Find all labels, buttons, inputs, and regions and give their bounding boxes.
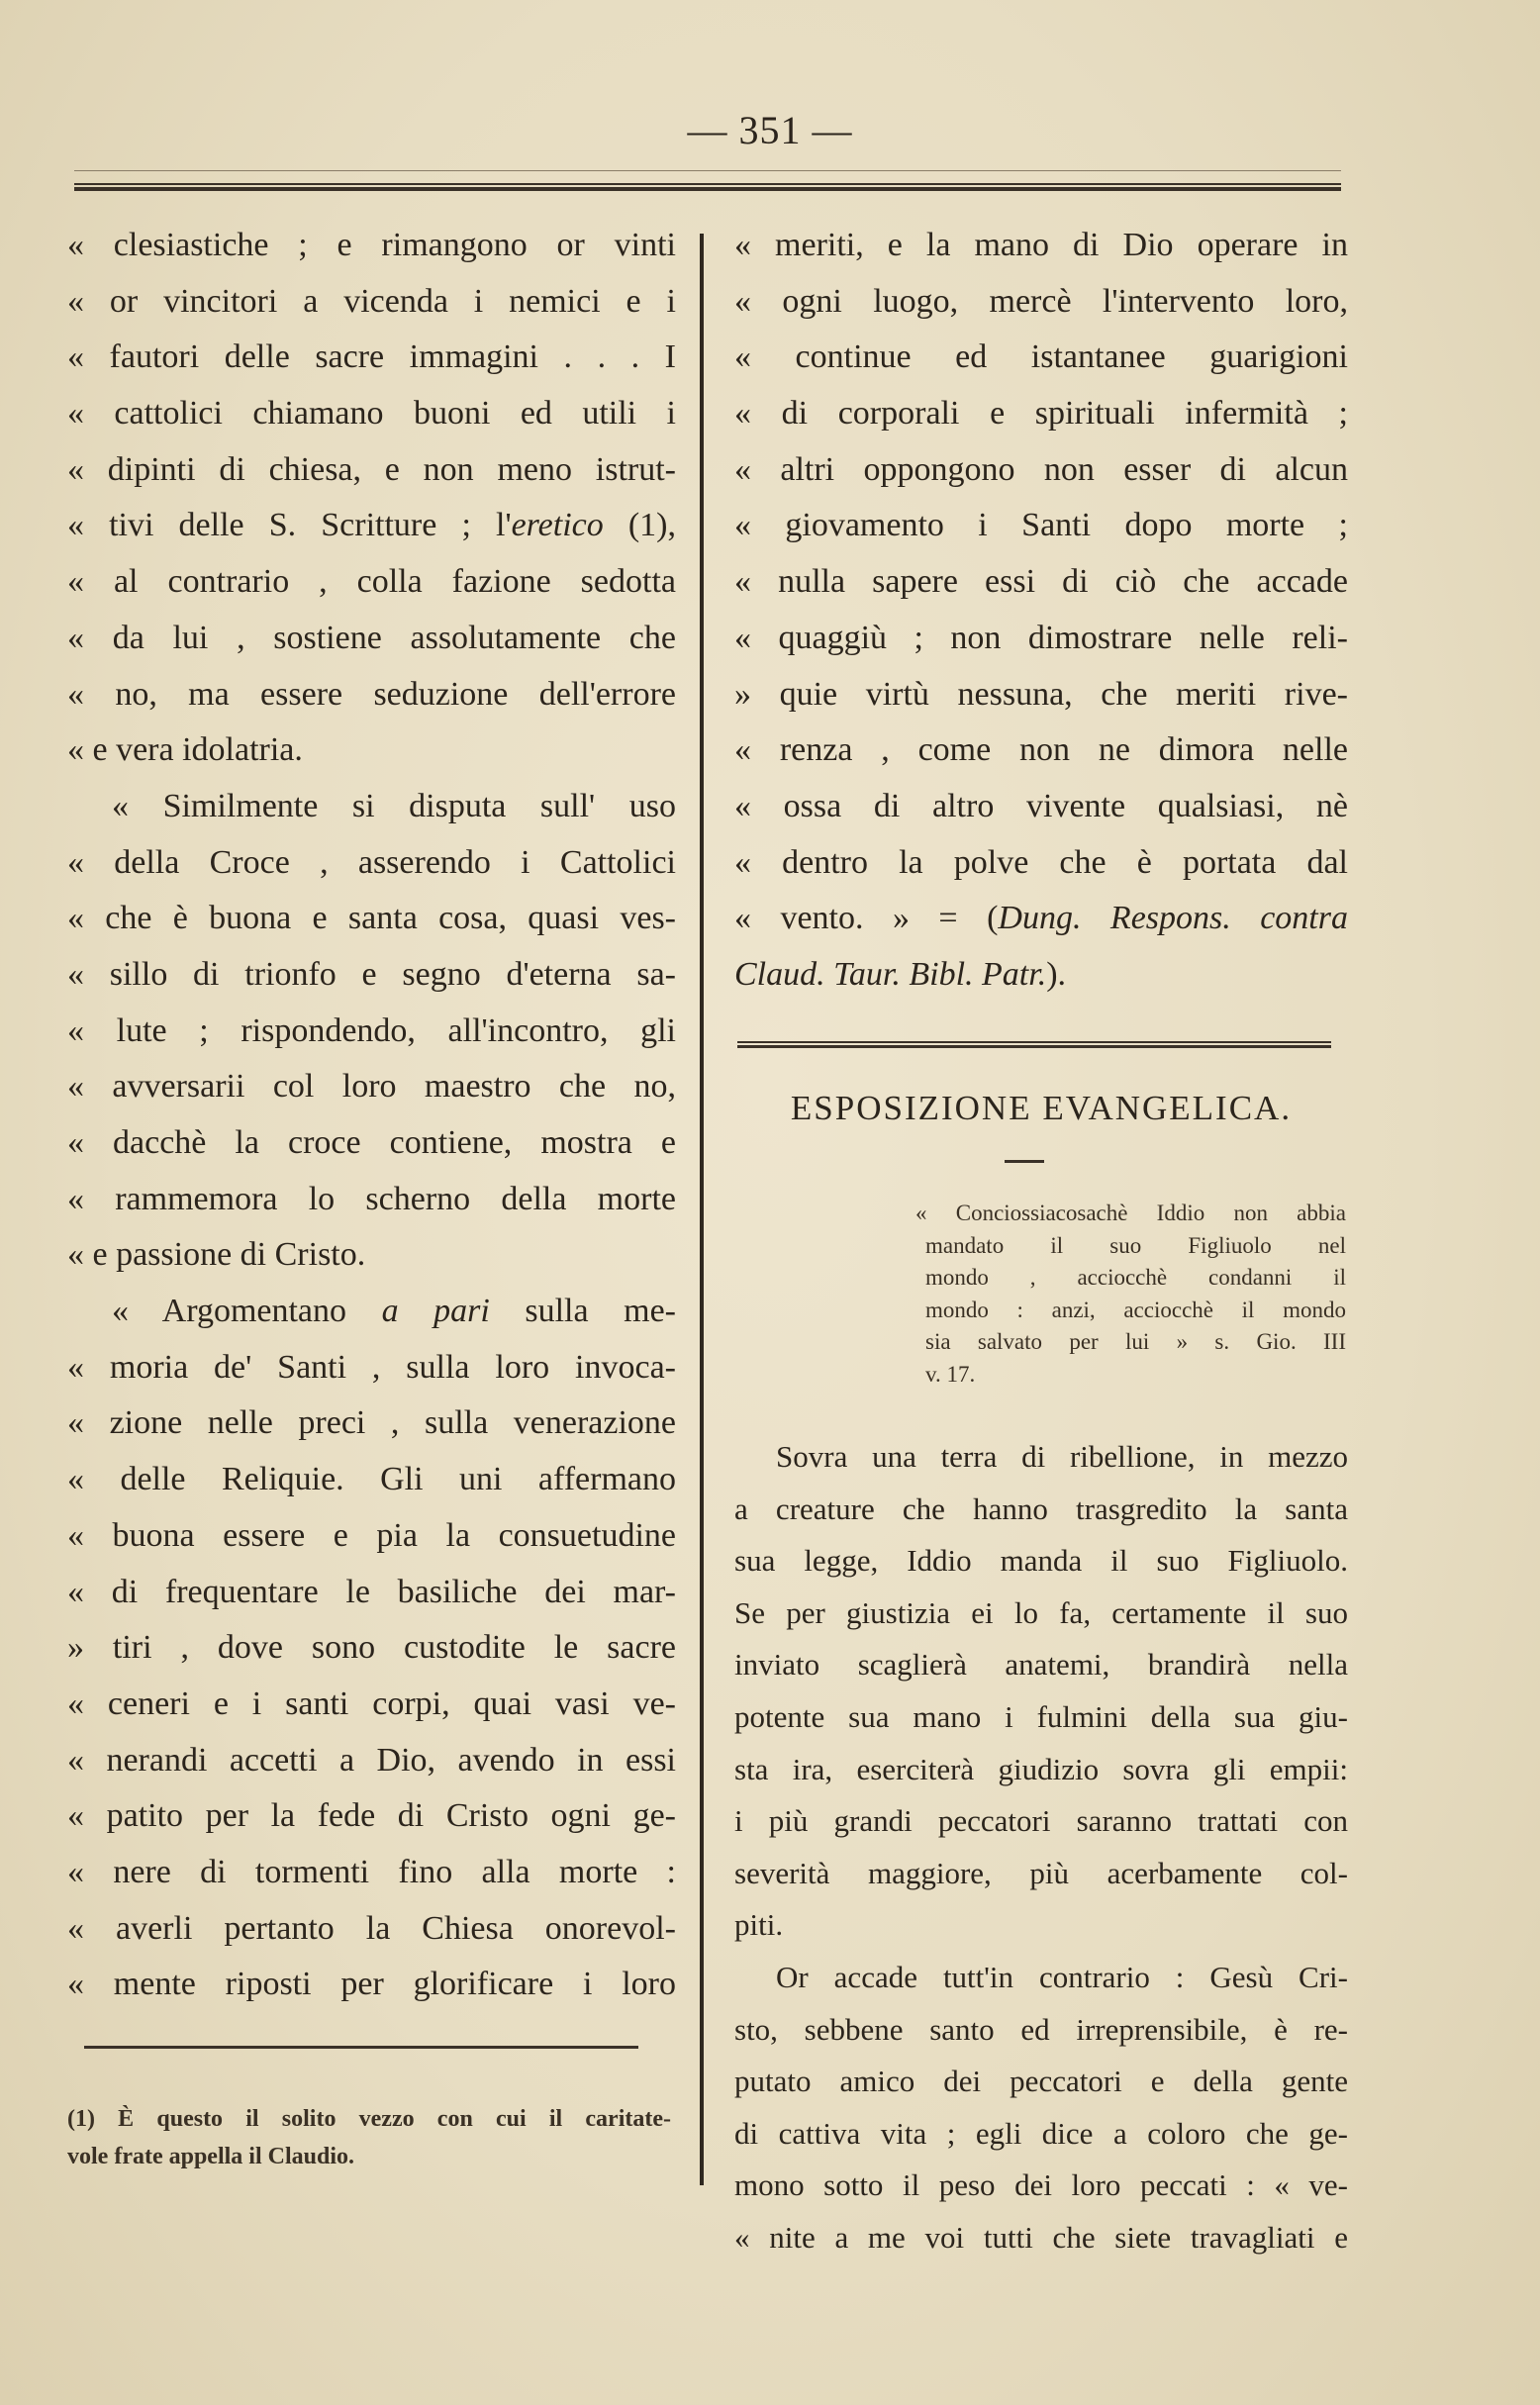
citation-italic: Claud. Taur. Bibl. Patr.	[734, 955, 1047, 993]
epigraph-line: v. 17.	[925, 1361, 976, 1387]
text-line: « della Croce , asserendo i Cattolici	[67, 843, 676, 881]
text-line: a creature che hanno trasgredito la santa	[734, 1491, 1348, 1526]
text-line: « patito per la fede di Cristo ogni ge-	[67, 1797, 676, 1835]
right-column-body	[734, 1431, 1348, 2264]
section-title: ESPOSIZIONE EVANGELICA.	[790, 1089, 1293, 1127]
text-line: « lute ; rispondendo, all'incontro, gli	[67, 1011, 676, 1049]
text-fragment: « Argomentano	[112, 1293, 382, 1330]
text-line: « renza , come non ne dimora nelle	[734, 731, 1348, 769]
text-line: « ossa di altro vivente qualsiasi, nè	[734, 787, 1348, 824]
text-line: i più grandi peccatori saranno trattati con	[734, 1803, 1348, 1839]
text-line: di cattiva vita ; egli dice a coloro che ge-	[734, 2115, 1348, 2151]
text-line: « di corporali e spirituali infermità ;	[734, 395, 1348, 433]
text-line: « che è buona e santa cosa, quasi ves-	[67, 900, 676, 937]
text-line: « e passione di Cristo.	[67, 1236, 366, 1274]
text-line: severità maggiore, più acerbamente col-	[734, 1855, 1348, 1890]
text-line: « delle Reliquie. Gli uni affermano	[67, 1461, 676, 1498]
text-line-with-italic	[67, 1284, 676, 1340]
text-line: Sovra una terra di ribellione, in mezzo	[776, 1439, 1348, 1474]
text-line: « nulla sapere essi di ciò che accade	[734, 563, 1348, 601]
text-line: Or accade tutt'in contrario : Gesù Cri-	[776, 1959, 1348, 1994]
text-line: « giovamento i Santi dopo morte ;	[734, 507, 1348, 544]
text-line: « cattolici chiamano buoni ed utili i	[67, 395, 676, 433]
text-line: « ogni luogo, mercè l'intervento loro,	[734, 282, 1348, 320]
text-fragment: ).	[1046, 955, 1067, 993]
text-line: » tiri , dove sono custodite le sacre	[67, 1629, 676, 1667]
epigraph-line: mondo : anzi, acciocchè il mondo	[925, 1297, 1346, 1322]
text-line: sto, sebbene santo ed irreprensibile, è re-	[734, 2011, 1348, 2047]
text-line: « dentro la polve che è portata dal	[734, 843, 1348, 881]
text-line: « buona essere e pia la consuetudine	[67, 1516, 676, 1554]
text-line: « continue ed istantanee guarigioni	[734, 338, 1348, 376]
text-line-with-footnote-ref	[67, 498, 676, 554]
right-column-top	[734, 218, 1348, 1004]
text-line: « dacchè la croce contiene, mostra e	[67, 1124, 676, 1161]
text-line: « al contrario , colla fazione sedotta	[67, 563, 676, 601]
text-line: « da lui , sostiene assolutamente che	[67, 619, 676, 656]
text-line: Se per giustizia ei lo fa, certamente il suo	[734, 1594, 1348, 1630]
text-line: « nite a me voi tutti che siete travagliati e	[734, 2219, 1348, 2255]
title-dash	[1005, 1160, 1044, 1163]
text-fragment: (1),	[603, 507, 676, 544]
footnote-rule	[84, 2046, 638, 2049]
text-fragment: « tivi delle S. Scritture ; l'	[67, 507, 512, 544]
header-thin-rule	[74, 170, 1341, 171]
citation-line	[734, 947, 1348, 1004]
text-line: sta ira, eserciterà giudizio sovra gli empii:	[734, 1751, 1348, 1786]
text-line: « di frequentare le basiliche dei mar-	[67, 1573, 676, 1610]
text-line: « mente riposti per glorificare i loro	[67, 1966, 676, 2003]
footnote	[67, 2100, 671, 2175]
text-line: « nere di tormenti fino alla morte :	[67, 1853, 676, 1890]
text-line: « clesiastiche ; e rimangono or vinti	[67, 227, 676, 263]
epigraph-line: sia salvato per lui » s. Gio. III	[925, 1329, 1346, 1354]
text-fragment: sulla me-	[489, 1293, 676, 1330]
text-line: « meriti, e la mano di Dio operare in	[734, 227, 1348, 263]
citation-line	[734, 891, 1348, 947]
text-line: « ceneri e i santi corpi, quai vasi ve-	[67, 1684, 676, 1722]
epigraph-line: « Conciossiacosachè Iddio non abbia	[915, 1201, 1346, 1225]
text-line: inviato scaglierà anatemi, brandirà nella	[734, 1647, 1348, 1683]
text-line: « altri oppongono non esser di alcun	[734, 450, 1348, 488]
text-line: « moria de' Santi , sulla loro invoca-	[67, 1348, 676, 1386]
header-double-rule	[74, 183, 1341, 191]
text-fragment: « vento. » = (	[734, 900, 999, 937]
text-line: mono sotto il peso dei loro peccati : « ve-	[734, 2167, 1348, 2203]
text-line: « or vincitori a vicenda i nemici e i	[67, 282, 676, 320]
text-line: « e vera idolatria.	[67, 731, 303, 769]
footnote-line: vole frate appella il Claudio.	[67, 2144, 354, 2169]
text-line: potente sua mano i fulmini della sua giu-	[734, 1698, 1348, 1734]
text-line: sua legge, Iddio manda il suo Figliuolo.	[734, 1543, 1348, 1579]
text-line: « dipinti di chiesa, e non meno istrut-	[67, 450, 676, 488]
text-line: « no, ma essere seduzione dell'errore	[67, 675, 676, 713]
text-line: « Similmente si disputa sull' uso	[112, 787, 676, 824]
column-divider	[700, 234, 704, 2185]
text-line: « quaggiù ; non dimostrare nelle reli-	[734, 619, 1348, 656]
text-line: » quie virtù nessuna, che meriti rive-	[734, 675, 1348, 713]
text-line: putato amico dei peccatori e della gente	[734, 2064, 1348, 2099]
text-line: « nerandi accetti a Dio, avendo in essi	[67, 1741, 676, 1779]
footnote-line: (1) È questo il solito vezzo con cui il caritate-	[67, 2106, 671, 2132]
text-line: « rammemora lo scherno della morte	[67, 1180, 676, 1217]
page-number: — 351 —	[687, 108, 853, 152]
text-line: « averli pertanto la Chiesa onorevol-	[67, 1909, 676, 1947]
italic-word: eretico	[511, 507, 604, 544]
epigraph-line: mondo , acciocchè condanni il	[925, 1265, 1346, 1290]
left-column	[67, 218, 676, 2013]
section-double-rule	[737, 1041, 1331, 1048]
text-line: « fautori delle sacre immagini . . . I	[67, 338, 676, 376]
epigraph-line: mandato il suo Figliuolo nel	[925, 1232, 1346, 1258]
text-line: « avversarii col loro maestro che no,	[67, 1068, 676, 1106]
text-line: « sillo di trionfo e segno d'eterna sa-	[67, 955, 676, 993]
epigraph	[915, 1198, 1346, 1391]
italic-phrase: a pari	[381, 1293, 490, 1330]
citation-italic: Dung. Respons. contra	[998, 900, 1348, 937]
text-line: piti.	[734, 1907, 784, 1943]
text-line: « zione nelle preci , sulla venerazione	[67, 1404, 676, 1442]
